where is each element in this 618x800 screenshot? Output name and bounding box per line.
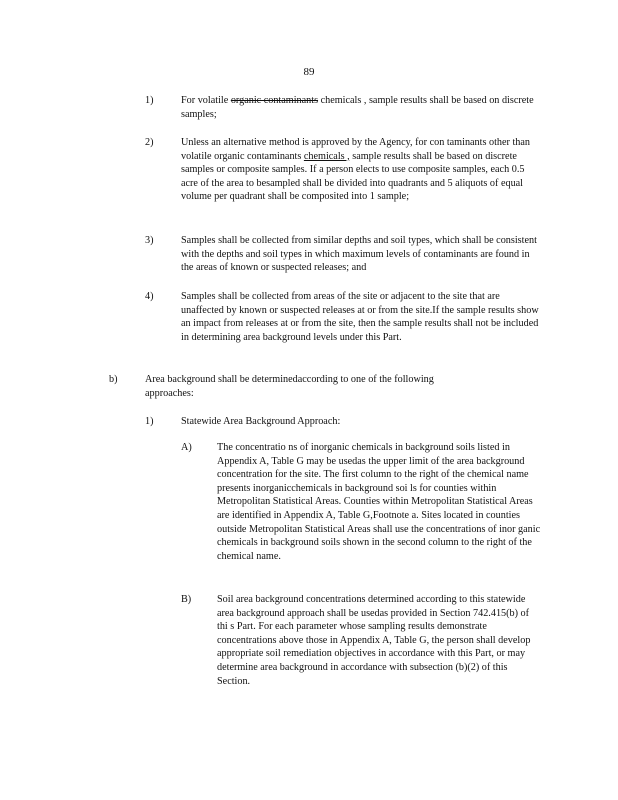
item-b1B-number: B) (181, 594, 192, 605)
item-a3-number: 3) (145, 235, 154, 246)
item-a2-text-pre: Unless an alternative method is approved by the Agency, for con taminants other than volatile organic contaminants (181, 137, 531, 162)
item-b-text: Area background shall be determinedaccording to one of the following approaches: (145, 374, 434, 399)
item-a2-underlined-text: chemicals , (303, 150, 350, 162)
item-b1A-number: A) (181, 442, 192, 453)
item-a3-text: Samples shall be collected from similar depths and soil types, which shall be consistent with the depths and soil types in which maximum levels of contaminants are found in the areas of known or suspected releases; and (181, 235, 537, 274)
item-b1-number: 1) (145, 416, 154, 427)
item-a2-text (181, 136, 541, 204)
item-a2-text-post: sample results shall be based on discrete samples or composite samples. If a person elects to use composite samples, each 0.5 acre of the area to besampled shall be divided into quadrants and 5 aliquots of equal volume per quadrant shall be composited into 1 sample; (181, 150, 525, 203)
item-a1-struck-text: organic contaminants (230, 95, 319, 106)
item-b1B-text: Soil area background concentrations determined according to this statewide area background approach shall be usedas provided in Section 742.415(b) of thi s Part. For each parameter whose sampling results demonstrate concentrations above those in Appendix A, Table G, the person shall develop appropriate soil remediation objectives in accordance with this Part, or may determine area background in accordance with subsection (b)(2) of this Section. (217, 594, 531, 687)
item-a4-number: 4) (145, 291, 154, 302)
item-a1-text-pre: For volatile (181, 95, 231, 106)
item-a1-number: 1) (145, 95, 154, 106)
item-b-number: b) (109, 374, 118, 385)
item-a2-number: 2) (145, 137, 154, 148)
item-b1A-text: The concentratio ns of inorganic chemicals in background soils listed in Appendix A, Table G may be usedas the upper limit of the area background concentration for the site. The first column to the right of the chemical name presents inorganicchemicals in background soi ls for counties within Metropolitan Statistical Areas. Counties within Metropolitan Statistical Areas are identified in Appendix A, Table G,Footnote a. Sites located in counties outside Metropolitan Statistical Areas shall use the concentrations of inor ganic chemicals in background soils shown in the second column to the right of the chemical name. (217, 442, 541, 562)
item-a1-text (181, 94, 541, 121)
item-b1-text: Statewide Area Background Approach: (181, 416, 341, 427)
item-a4-text: Samples shall be collected from areas of the site or adjacent to the site that are unaffected by known or suspected releases at or from the site.If the sample results show an impact from releases at or from the site, then the sample results shall not be included in determining area background levels under this Part. (181, 291, 539, 343)
page-number: 89 (303, 66, 315, 78)
item-a1-text-post: chemicals , sample results shall be based on discrete samples; (181, 95, 534, 120)
